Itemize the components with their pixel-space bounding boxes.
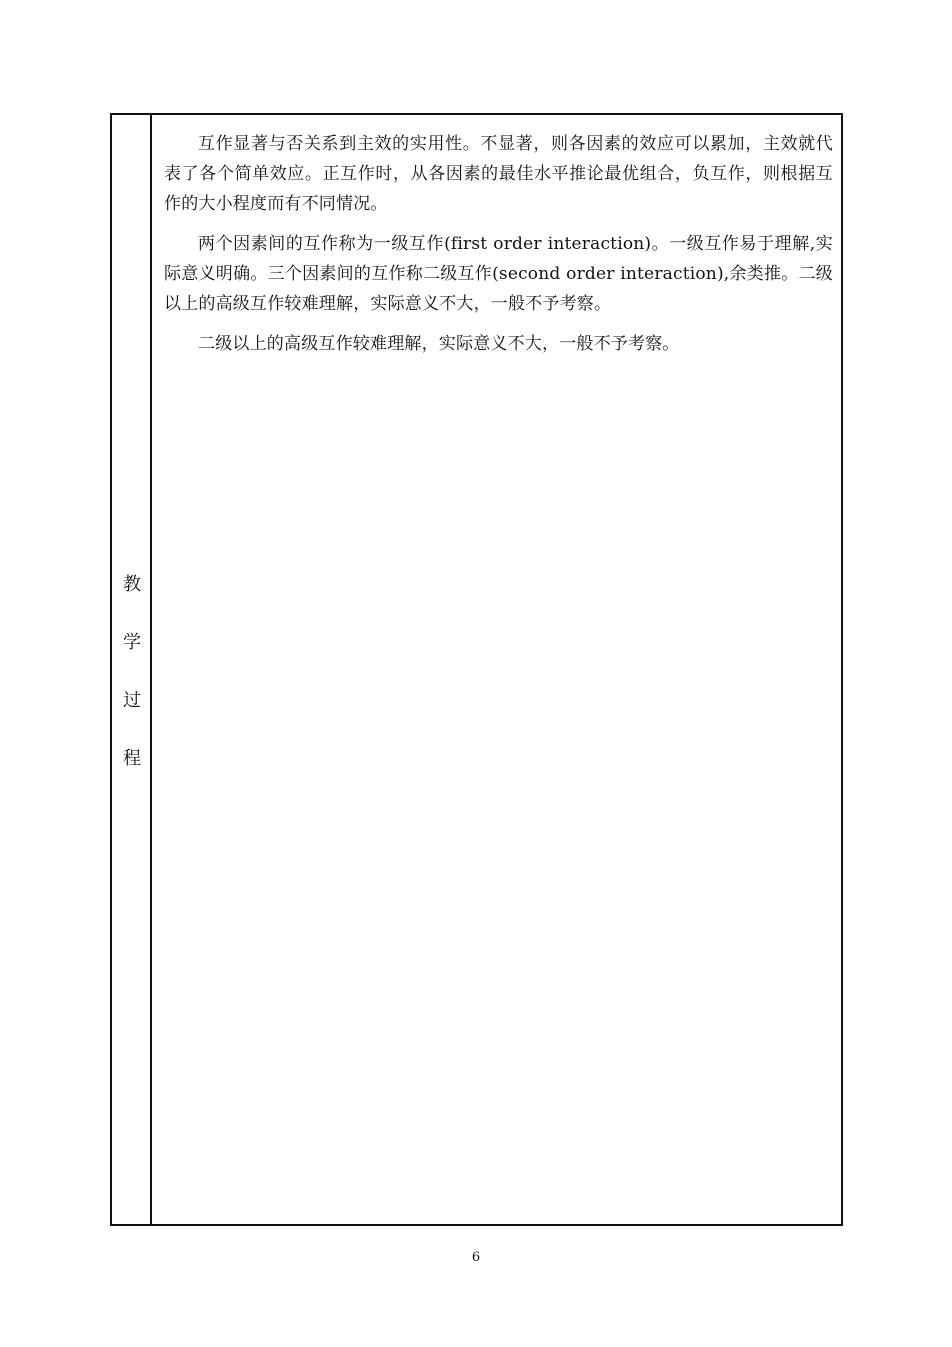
lesson-table	[110, 113, 843, 1226]
content-cell	[154, 115, 841, 1224]
page-number: 6	[471, 1250, 481, 1265]
paragraph: 二级以上的高级互作较难理解，实际意义不大，一般不予考察。	[198, 334, 680, 354]
side-label-cell	[112, 115, 152, 1224]
side-label-char: 教	[123, 574, 141, 595]
paragraph: 互作显著与否关系到主效的实用性。不显著，则各因素的效应可以累加，主效就代表了各个简单效应。正互作时，从各因素的最佳水平推论最优组合，负互作，则根据互作的大小程度而有不同情况。	[164, 134, 833, 214]
side-label-char: 学	[123, 632, 141, 653]
paragraph: 两个因素间的互作称为一级互作(first order interaction)。一级互作易于理解,实际意义明确。三个因素间的互作称二级互作(second order interaction),余类推。二级以上的高级互作较难理解，实际意义不大，一般不予考察。	[164, 234, 833, 314]
side-label-char: 程	[123, 748, 141, 769]
side-label-char: 过	[123, 690, 141, 711]
